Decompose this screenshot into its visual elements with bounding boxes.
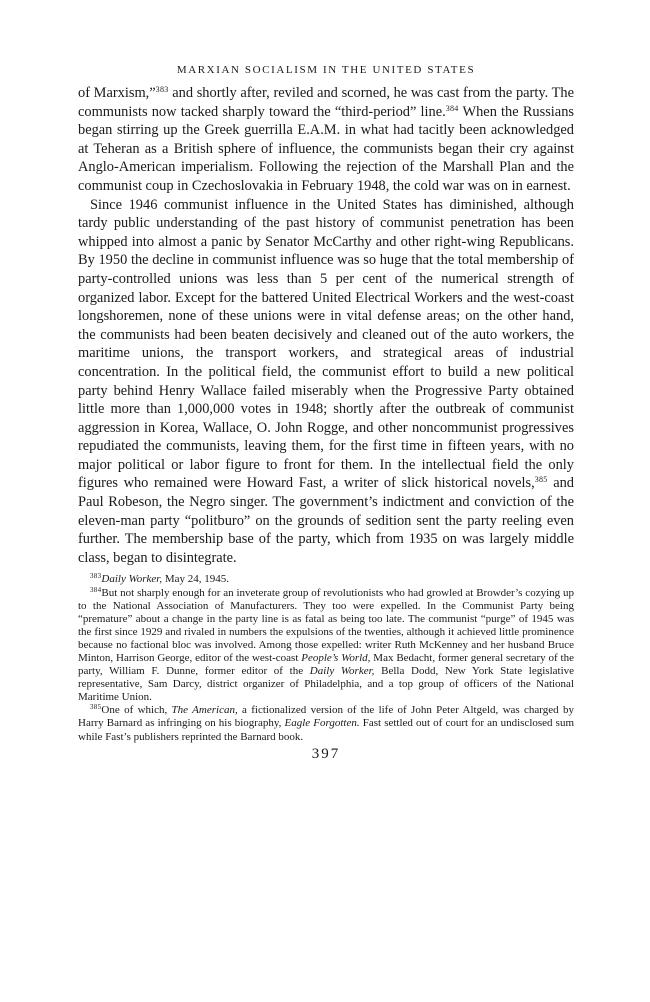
footnotes — [78, 573, 574, 743]
footnote-384 — [78, 587, 574, 705]
paragraph — [78, 84, 574, 196]
italic-run: Eagle Forgotten. — [284, 717, 360, 730]
text-run: a fictionalized version of the life of John Peter Altgeld, was charged by Harry Barnard as infringing on his biography, — [78, 704, 574, 730]
text-run: May 24, 1945. — [162, 573, 230, 586]
italic-run: Daily Worker, — [309, 665, 375, 678]
paragraph — [78, 196, 574, 568]
text-run: One of which, — [101, 704, 172, 717]
text-run: and Paul Robeson, the Negro singer. The government’s indictment and conviction of the eleven-man party “politburo” on the grounds of sedition sent the party reeling even further. The membership base of the party, which from 1935 on was largely middle class, began to disintegrate. — [78, 475, 574, 566]
italic-run: People’s World, — [301, 652, 371, 664]
text-run: and shortly after, reviled and scorned, he was cast from the party. The communists now tacked sharply toward the “third-period” line. — [78, 85, 574, 120]
running-head: MARXIAN SOCIALISM IN THE UNITED STATES — [176, 64, 476, 76]
footnote-385 — [78, 704, 574, 743]
footnote-number: 384 — [90, 585, 102, 594]
footnote-reference: 383 — [155, 85, 169, 94]
footnote-reference: 384 — [445, 103, 459, 113]
text-run: Since 1946 communist influence in the United States has diminished, although tardy public understanding of the past history of communist penetration has been whipped into almost a panic by Senator McCarthy and other right-wing Republicans. By 1950 the decline in communist influence was so huge that the total membership of party-controlled unions was less than 5 per cent of the numerical strength of organized labor. Except for the battered United Electrical Workers and the west-coast longshoremen, none of these unions were in vital defense areas; on the other hand, the communists had been beaten decisively and cleaned out of the auto workers, the maritime unions, the transport workers, and strategical areas of industrial concentration. In the political field, the communist effort to build a new political party behind Henry Wallace failed miserably when the Progressive Party obtained little more than 1,000,000 votes in 1948; shortly after the outbreak of communist aggression in Korea, Wallace, O. John Rogge, and other noncommunist progressives repudiated the communists, leaving them, for the first time in fifteen years, with no major political or labor figure to front for them. In the intellectual field the only figures who remained were Howard Fast, a writer of slick historical novels, — [78, 196, 574, 492]
footnote-number: 385 — [90, 703, 102, 712]
italic-run: The American, — [171, 704, 238, 717]
italic-run: Daily Worker, — [101, 573, 163, 586]
text-run: of Marxism,” — [78, 85, 156, 101]
footnote-number: 383 — [90, 572, 102, 581]
footnote-reference: 385 — [534, 475, 548, 485]
page-number: 397 — [311, 745, 341, 762]
text-run: When the Russians began stirring up the Greek guerrilla E.A.M. in what had tacitly been acknowledged at Teheran as a British sphere of influence, the communists began their cry against Anglo-American imperialism. Following the rejection of the Marshall Plan and the communist coup in Czechoslovakia in February 1948, the cold war was on in earnest. — [78, 103, 574, 194]
footnote-383 — [78, 573, 574, 586]
text-run: But not sharply enough for an inveterate group of revolutionists who had growled at Browder’s cozying up to the National Association of Manufacturers. They too were expelled. In the Communist Party being “premature” about a change in the party line is as fatal as being too late. The communist “purge” of 1945 was the first since 1929 and rivaled in numbers the expulsions of the twenties, although it achieved little prominence because no factional bloc was involved. Among those expelled: writer Ruth McKenney and her husband Bruce Minton, Harrison George, editor of the west-coast — [78, 586, 574, 664]
text-run: Bella Dodd, New York State legislative representative, Sam Darcy, district organizer of Philadelphia, and a top group of officers of the National Maritime Union. — [78, 665, 575, 704]
book-page — [78, 64, 574, 763]
text-run: Fast settled out of court for an undisclosed sum while Fast’s publishers reprinted the Barnard book. — [78, 717, 574, 743]
text-run: Max Bedacht, former general secretary of the party, William F. Dunne, former editor of the — [78, 652, 574, 678]
body-text — [78, 84, 574, 567]
